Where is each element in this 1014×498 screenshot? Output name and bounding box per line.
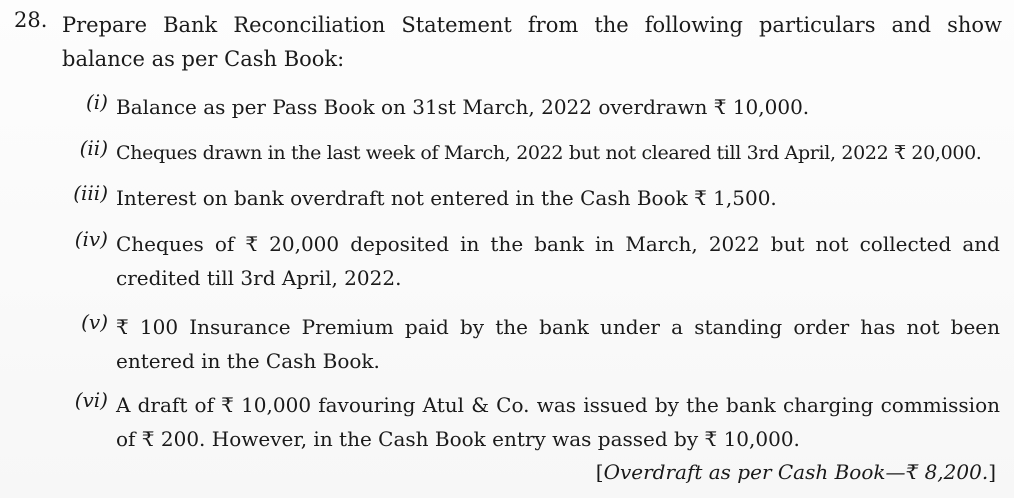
item-text: Cheques of ₹ 20,000 deposited in the bank in March, 2022 but not collected and credited till 3rd April, 2022. (116, 232, 1000, 290)
question-number: 28. (14, 8, 48, 32)
answer-close-bracket: ] (988, 460, 996, 484)
answer-note (596, 460, 996, 484)
item-text: A draft of ₹ 10,000 favouring Atul & Co. was issued by the bank charging commission of ₹ 200. However, in the Cash Book entry was passed by ₹ 10,000. (116, 393, 1000, 451)
item-text: Interest on bank overdraft not entered in the Cash Book ₹ 1,500. (116, 186, 777, 210)
item-text: ₹ 100 Insurance Premium paid by the bank under a standing order has not been entered in the Cash Book. (116, 315, 1000, 373)
item-label: (iii) (73, 181, 108, 205)
answer-text: Overdraft as per Cash Book—₹ 8,200. (603, 460, 989, 484)
item-text: Cheques drawn in the last week of March, 2022 but not cleared till 3rd April, 2022 ₹ 20,000. (116, 142, 982, 164)
item-label: (vi) (74, 388, 108, 412)
answer-open-bracket: [ (595, 460, 604, 484)
item-text: Balance as per Pass Book on 31st March, 2022 overdrawn ₹ 10,000. (116, 95, 810, 119)
item-label: (ii) (79, 136, 108, 160)
question-stem: Prepare Bank Reconciliation Statement from the following particulars and show balance as per Cash Book: (62, 13, 1002, 71)
item-label: (v) (81, 310, 108, 334)
item-label: (i) (85, 90, 108, 114)
item-label: (iv) (74, 227, 108, 251)
